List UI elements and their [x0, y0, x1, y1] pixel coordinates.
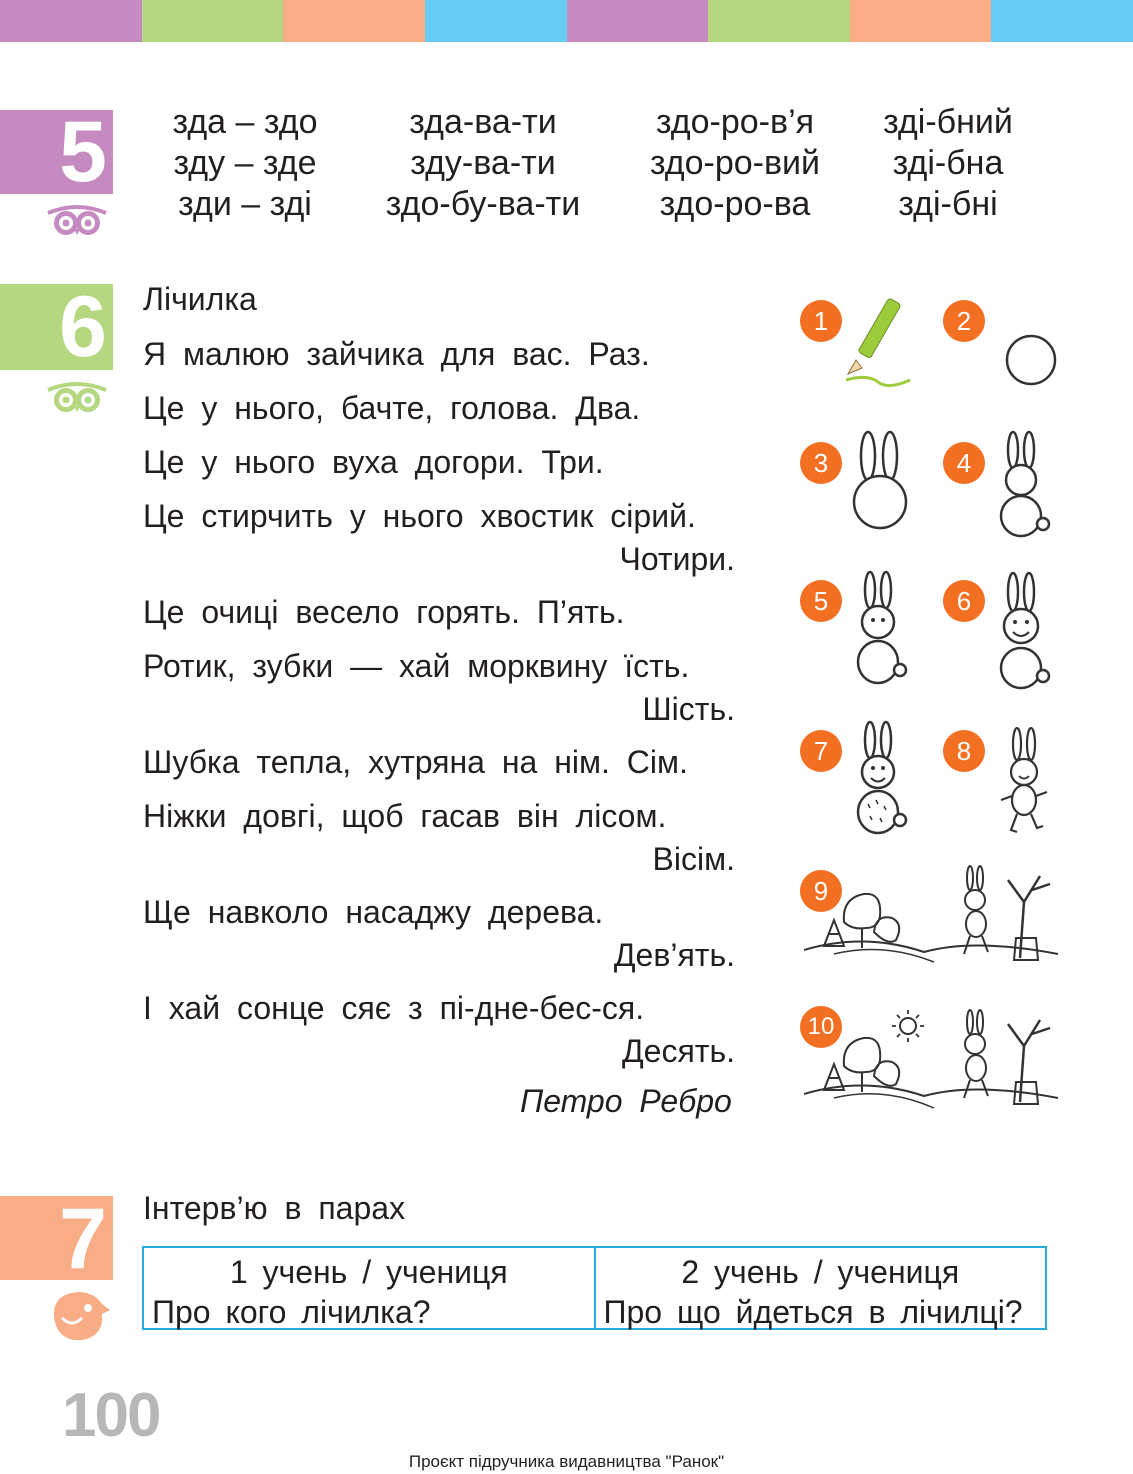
exercise-7-title: Інтерв’ю в парах	[143, 1190, 406, 1226]
rabbit-eyes-icon	[850, 570, 914, 686]
exercise-6-number: 6	[59, 279, 107, 375]
bar-segment	[283, 0, 425, 42]
bar-segment	[142, 0, 284, 42]
drawing-step	[943, 720, 1063, 838]
step-badge: 2	[943, 300, 985, 342]
drawing-step	[943, 570, 1063, 690]
drawing-step	[800, 1000, 1058, 1118]
bar-segment	[991, 0, 1133, 42]
step-badge: 6	[943, 580, 985, 622]
top-color-bar	[0, 0, 1133, 42]
step-badge: 1	[800, 300, 842, 342]
poem-count: Шість.	[642, 691, 735, 727]
syllable-item: здо-ро-ва	[659, 185, 811, 223]
syllable-item: зду – зде	[173, 144, 317, 182]
poem-line: Ротик, зубки — хай морквину їсть.	[143, 648, 690, 684]
drawing-step	[800, 296, 920, 396]
poem-author: Петро Ребро	[520, 1083, 732, 1119]
exercise-5-tab	[0, 104, 113, 200]
question-text: Про що йдеться в лічилці?	[603, 1294, 1023, 1330]
poem-line: І хай сонце сяє з пі-дне-бес-ся.	[143, 990, 645, 1026]
bar-segment	[0, 0, 142, 42]
syllable-item: здо-бу-ва-ти	[385, 185, 581, 223]
poem-line: Ніжки довгі, щоб гасав він лісом.	[143, 798, 667, 834]
step-badge: 8	[943, 730, 985, 772]
poem-stanza	[143, 590, 755, 634]
step-badge: 4	[943, 442, 985, 484]
circle-head-icon	[1003, 332, 1059, 388]
bar-segment	[425, 0, 567, 42]
step-badge: 9	[800, 870, 842, 912]
column-header: 2 учень / учениця	[681, 1254, 960, 1290]
step-badge: 5	[800, 580, 842, 622]
syllable-column	[868, 102, 1028, 225]
bar-segment	[567, 0, 709, 42]
owl-eyes-icon	[44, 203, 110, 237]
syllable-column	[630, 102, 840, 225]
rabbit-standing-icon	[995, 726, 1055, 838]
syllable-item: зди – зді	[178, 185, 312, 223]
poem-line: Це у нього вуха догори. Три.	[143, 444, 604, 480]
bar-segment	[850, 0, 992, 42]
exercise-7-number: 7	[59, 1191, 107, 1287]
interview-column	[594, 1248, 1046, 1328]
rabbit-head-ears-icon	[850, 430, 914, 534]
bird-icon	[48, 1288, 112, 1342]
drawing-step	[943, 430, 1063, 540]
poem-line: Це стирчить у нього хвостик сірий.	[143, 498, 696, 534]
owl-eyes-icon	[44, 380, 110, 414]
poem-stanza	[143, 794, 755, 880]
pencil-icon	[838, 296, 914, 388]
poem-stanza	[143, 332, 755, 376]
rabbit-forest-scene-icon	[804, 862, 1058, 974]
poem-stanza	[143, 644, 755, 730]
drawing-step	[943, 296, 1063, 396]
poem-stanza	[143, 386, 755, 430]
poem-count: Вісім.	[652, 841, 735, 877]
step-badge: 7	[800, 730, 842, 772]
syllable-item: зда – здо	[172, 103, 318, 141]
syllable-item: зда-ва-ти	[409, 103, 557, 141]
interview-table	[142, 1246, 1047, 1330]
page-number: 100	[62, 1381, 160, 1450]
poem-line: Я малюю зайчика для вас. Раз.	[143, 336, 650, 372]
poem-stanza	[143, 440, 755, 484]
rabbit-sun-scene-icon	[804, 1000, 1058, 1118]
poem-line: Це у нього, бачте, голова. Два.	[143, 390, 641, 426]
syllable-column	[160, 102, 330, 225]
rabbit-smile-icon	[993, 570, 1057, 690]
syllable-item: здо-ро-вий	[649, 144, 821, 182]
poem-count: Десять.	[621, 1033, 735, 1069]
exercise-6-tab	[0, 279, 113, 375]
drawing-step	[800, 862, 1058, 974]
footer-note: Проєкт підручника видавництва "Ранок"	[408, 1452, 725, 1471]
poem-count: Дев’ять.	[613, 937, 735, 973]
rabbit-fur-icon	[850, 720, 914, 836]
poem-stanza	[143, 740, 755, 784]
poem-line: Ще навколо насаджу дерева.	[143, 894, 604, 930]
poem-stanza	[143, 890, 755, 976]
rabbit-body-icon	[993, 430, 1057, 538]
syllable-item: здо-ро-в’я	[655, 103, 815, 141]
exercise-7-tab	[0, 1191, 113, 1287]
poem-line: Це очиці весело горять. П’ять.	[143, 594, 625, 630]
drawing-step	[800, 430, 920, 540]
exercise-5-number: 5	[59, 104, 107, 200]
step-badge: 3	[800, 442, 842, 484]
poem-title: Лічилка	[143, 281, 257, 317]
question-text: Про кого лічилка?	[152, 1294, 431, 1330]
interview-column	[144, 1248, 594, 1328]
poem-count: Чотири.	[619, 541, 735, 577]
drawing-step	[800, 720, 920, 838]
poem-stanza	[143, 986, 755, 1072]
poem-line: Шубка тепла, хутряна на нім. Сім.	[143, 744, 688, 780]
poem-body	[143, 332, 755, 1082]
syllable-item: зду-ва-ти	[410, 144, 556, 182]
poem-stanza	[143, 494, 755, 580]
syllable-item: зді-бні	[898, 185, 998, 223]
syllable-item: зді-бна	[892, 144, 1004, 182]
step-badge: 10	[800, 1006, 842, 1048]
syllable-item: зді-бний	[883, 103, 1013, 141]
drawing-step	[800, 570, 920, 690]
syllable-column	[368, 102, 598, 225]
bar-segment	[708, 0, 850, 42]
column-header: 1 учень / учениця	[229, 1254, 508, 1290]
